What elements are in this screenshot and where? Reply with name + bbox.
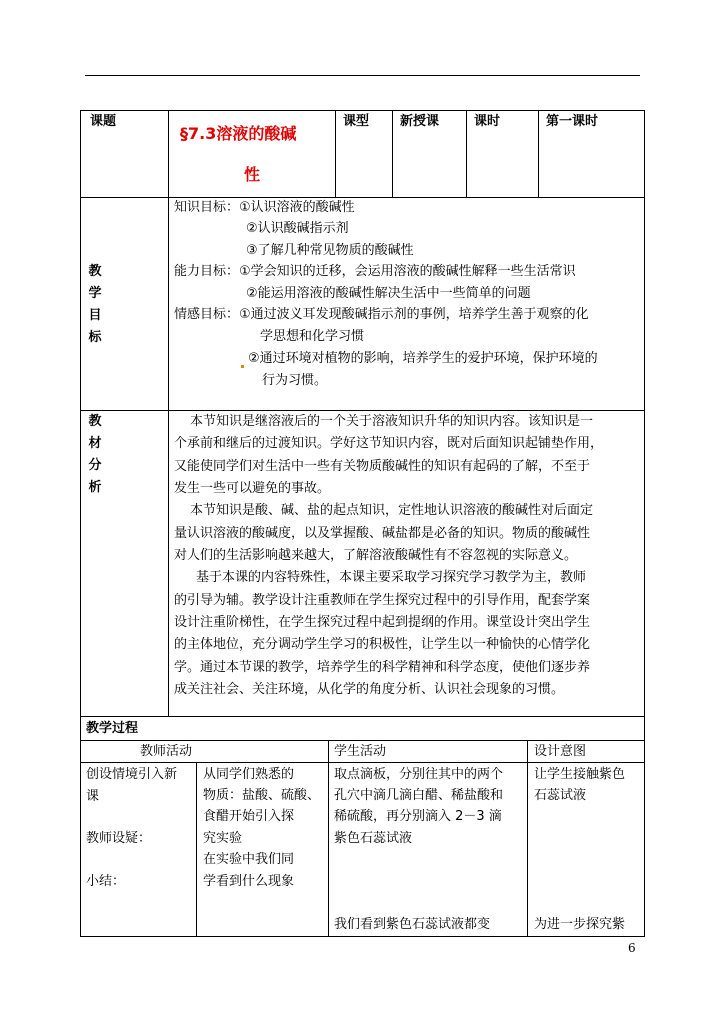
objective-line: 知识目标：①认识溶液的酸碱性 — [174, 200, 355, 215]
analysis-line: 成关注社会、关注环境，从化学的角度分析、认识社会现象的习惯。 — [174, 682, 565, 697]
analysis-line: 的主体地位，充分调动学生学习的积极性，让学生以一种愉快的心情学化 — [174, 637, 591, 652]
analysis-line: 本节知识是酸、碱、盐的起点知识，定性地认识溶液的酸碱性对后面定 — [190, 503, 594, 518]
analysis-line: 对人们的生活影响越来越大，了解溶液酸碱性有不容忽视的实际意义。 — [174, 548, 578, 563]
stage-line: 教师设疑： — [86, 831, 152, 846]
heading-char: 教 — [88, 414, 102, 429]
lesson-title-line2: 性 — [244, 165, 261, 184]
col-rule — [466, 110, 467, 197]
edit-marker — [241, 365, 244, 368]
period-value: 第一课时 — [546, 114, 599, 129]
heading-char: 材 — [88, 436, 102, 451]
student-line: 我们看到紫色石蕊试液都变 — [334, 917, 491, 932]
col-header-teacher: 教师活动 — [140, 744, 193, 759]
stage-line: 课 — [86, 789, 100, 804]
analysis-line: 设计注重阶梯性，在学生探究过程中起到提纲的作用。课堂设计突出学生 — [174, 615, 591, 630]
header-rule — [85, 75, 640, 76]
teacher-line: 究实验 — [203, 831, 243, 846]
design-line: 石蕊试液 — [534, 788, 587, 803]
analysis-line: 学。通过本节课的教学，培养学生的科学精神和科学态度，使他们逐步养 — [174, 660, 591, 675]
row-rule — [80, 740, 645, 741]
objective-line: 能力目标：①学会知识的迁移，会运用溶液的酸碱性解释一些生活常识 — [174, 264, 576, 279]
objective-line: 学思想和化学习惯 — [260, 329, 365, 344]
heading-char: 学 — [88, 286, 102, 301]
col-rule — [538, 110, 539, 197]
page-number: 6 — [628, 941, 636, 955]
student-line: 取点滴板，分别往其中的两个 — [334, 767, 504, 782]
row-rule — [80, 716, 645, 717]
teacher-line: 学看到什么现象 — [203, 874, 295, 889]
objective-line: ②通过环境对植物的影响，培养学生的爱护环境，保护环境的 — [248, 351, 598, 366]
subject-label: 课题 — [90, 114, 117, 129]
objectives-heading — [87, 261, 103, 349]
analysis-line: 本节知识是继溶液后的一个关于溶液知识升华的知识内容。该知识是一 — [190, 414, 594, 429]
row-rule — [80, 762, 645, 763]
heading-char: 分 — [88, 458, 102, 473]
type-value: 新授课 — [400, 114, 440, 129]
stage-line: 小结： — [86, 874, 126, 889]
col-rule — [168, 410, 169, 716]
heading-char: 标 — [88, 330, 102, 345]
col-rule — [168, 110, 169, 416]
stage-line: 创设情境引入新 — [86, 767, 178, 782]
analysis-heading — [87, 411, 103, 499]
col-rule — [392, 110, 393, 197]
objective-line: ②能运用溶液的酸碱性解决生活中一些简单的问题 — [246, 286, 531, 301]
analysis-line: 又能使同学们对生活中一些有关物质酸碱性的知识有起码的了解，不至于 — [174, 459, 591, 474]
col-rule — [335, 110, 336, 197]
heading-char: 目 — [88, 308, 102, 323]
student-line: 紫色石蕊试液 — [334, 831, 413, 846]
process-title: 教学过程 — [86, 721, 139, 736]
objective-line: ③了解几种常见物质的酸碱性 — [246, 243, 414, 258]
analysis-line: 发生一些可以避免的事故。 — [174, 481, 331, 496]
objective-line: 情感目标：①通过波义耳发现酸碱指示剂的事例，培养学生善于观察的化 — [174, 307, 589, 322]
period-label: 课时 — [474, 114, 501, 129]
teacher-line: 物质：盐酸、硫酸、 — [203, 788, 321, 803]
objective-line: ②认识酸碱指示剂 — [246, 221, 349, 236]
analysis-line: 个承前和继后的过渡知识。学好这节知识内容，既对后面知识起铺垫作用， — [174, 436, 604, 451]
row-rule — [80, 197, 645, 198]
analysis-line: 的引导为辅。教学设计注重教师在学生探究过程中的引导作用，配套学案 — [174, 593, 591, 608]
design-line: 为进一步探究紫 — [534, 917, 626, 932]
analysis-line: 量认识溶液的酸碱度，以及掌握酸、碱盐都是必备的知识。物质的酸碱性 — [174, 526, 591, 541]
col-header-student: 学生活动 — [334, 744, 387, 759]
objective-line: 行为习惯。 — [262, 373, 328, 388]
heading-char: 教 — [88, 264, 102, 279]
lesson-title-line1: §7.3溶液的酸碱 — [180, 124, 297, 143]
design-line: 让学生接触紫色 — [534, 767, 626, 782]
teacher-line: 从同学们熟悉的 — [203, 767, 295, 782]
type-label: 课型 — [343, 114, 370, 129]
student-line: 稀硫酸，再分别滴入 2－3 滴 — [334, 809, 502, 824]
teacher-line: 食醋开始引入探 — [203, 809, 295, 824]
col-rule — [196, 762, 197, 937]
analysis-line: 基于本课的内容特殊性，本课主要采取学习探究学习教学为主，教师 — [196, 570, 587, 585]
col-rule — [527, 740, 528, 937]
col-header-design: 设计意图 — [534, 744, 587, 759]
heading-char: 析 — [88, 480, 102, 495]
student-line: 孔穴中滴几滴白醋、稀盐酸和 — [334, 788, 504, 803]
teacher-line: 在实验中我们同 — [203, 852, 295, 867]
col-rule — [328, 740, 329, 937]
